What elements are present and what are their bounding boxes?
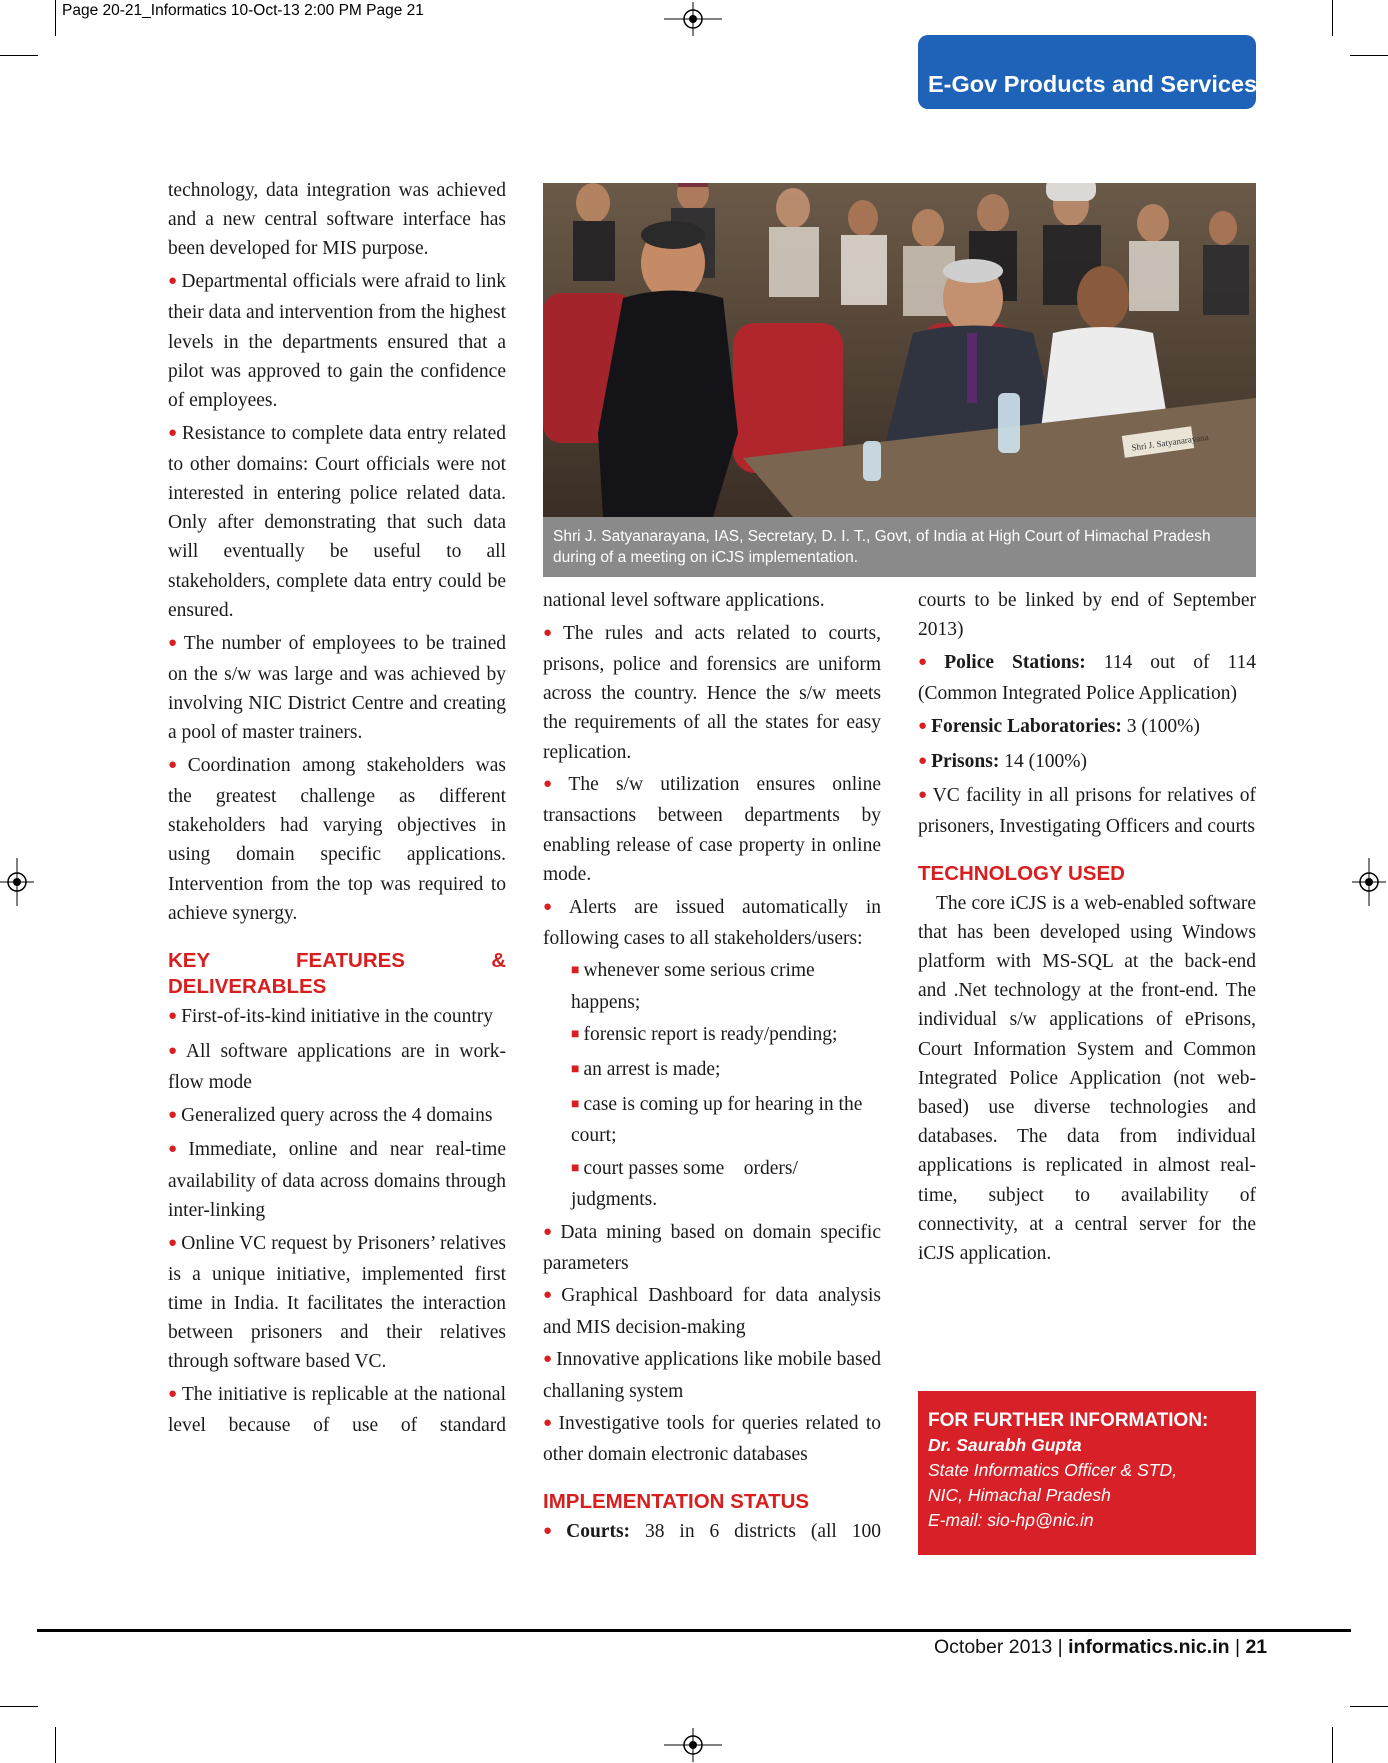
- sub-bullet-item: ■ case is coming up for hearing in the court;: [571, 1093, 863, 1146]
- paragraph: courts to be linked by end of September 2013): [918, 590, 1256, 641]
- square-bullet-icon: ■: [571, 1096, 580, 1112]
- bullet-icon: ●: [918, 752, 928, 769]
- paragraph: national level software applications.: [543, 590, 825, 611]
- bullet-icon: ●: [168, 1386, 178, 1403]
- bullet-icon: ●: [168, 1008, 178, 1025]
- bullet-icon: ●: [543, 1223, 557, 1240]
- bullet-item: ● Innovative applications like mobile based challaning system: [543, 1349, 882, 1402]
- paragraph: The core iCJS is a web-enabled software that has been developed using Windows platform with MS-SQL at the back-end and .Net technology at the front-end. The individual s/w applications of ePrisons, Court Information System and Common Integrated Police Application (not web-based) use diverse technologies and databases. The data from individual applications is replicated in almost real-time, subject to availability of connectivity, at a central server for the iCJS application.: [918, 892, 1256, 1265]
- section-banner: E-Gov Products and Services: [918, 35, 1256, 109]
- bullet-item: ● Generalized query across the 4 domains: [168, 1104, 493, 1126]
- bullet-icon: ●: [168, 1234, 178, 1251]
- crop-mark: [55, 0, 56, 36]
- section-heading: KEY FEATURES & DELIVERABLES: [168, 949, 506, 999]
- bullet-item: ● The number of employees to be trained on the s/w was large and was achieved by involving NIC District Centre and creating a pool of master trainers.: [168, 632, 506, 744]
- bullet-item: ● Online VC request by Prisoners’ relatives is a unique initiative, implemented first time in India. It facilitates the interaction between prisoners and their relatives through software based VC.: [168, 1232, 506, 1373]
- bullet-icon: ●: [168, 1141, 185, 1158]
- bullet-icon: ●: [168, 424, 178, 441]
- contact-org: NIC, Himachal Pradesh: [928, 1485, 1111, 1505]
- contact-role: State Informatics Officer & STD,: [928, 1460, 1177, 1480]
- crop-mark: [1332, 0, 1333, 36]
- bullet-item: ● All software applications are in work-flow mode: [168, 1040, 506, 1093]
- bullet-item: ● Courts: 38 in 6 districts (all 100: [543, 1520, 882, 1542]
- sub-bullet-item: ■ whenever some serious crime happens;: [571, 960, 815, 1013]
- crop-mark: [0, 1706, 38, 1707]
- section-heading: TECHNOLOGY USED: [918, 861, 1125, 885]
- page-footer: October 2013 | informatics.nic.in | 21: [934, 1636, 1268, 1658]
- bullet-item: ● First-of-its-kind initiative in the country: [168, 1006, 494, 1028]
- bullet-item: ● Investigative tools for queries related to other domain electronic databases: [543, 1413, 882, 1466]
- bullet-item: ● The initiative is replicable at the national level because of use of standard: [168, 1384, 506, 1437]
- bullet-item: ● Departmental officials were afraid to link their data and intervention from the highest levels in the departments ensured that a pilot was approved to gain the confidence of employees.: [168, 271, 506, 411]
- column-2: [543, 586, 881, 1548]
- caption-line: Shri J. Satyanarayana, IAS, Secretary, D. I. T., Govt, of India at High Court of Himachal Pradesh: [553, 528, 1211, 545]
- square-bullet-icon: ■: [571, 963, 580, 979]
- bullet-item: ● VC facility in all prisons for relatives of prisoners, Investigating Officers and courts: [918, 785, 1257, 838]
- further-info-box: [918, 1391, 1256, 1555]
- sub-bullet-item: ■ an arrest is made;: [571, 1059, 721, 1081]
- sub-bullet-item: ■ court passes some orders/ judgments.: [571, 1157, 803, 1210]
- page-number: 21: [1245, 1636, 1268, 1658]
- registration-mark-icon: [664, 1728, 722, 1762]
- contact-name: Dr. Saurabh Gupta: [928, 1435, 1082, 1455]
- crop-mark: [1350, 1706, 1388, 1707]
- footer-rule: [37, 1629, 1351, 1632]
- bullet-item: ● Immediate, online and near real-time availability of data across domains through inter-linking: [168, 1139, 507, 1221]
- bullet-item: ● Forensic Laboratories: 3 (100%): [918, 715, 1200, 737]
- info-heading: FOR FURTHER INFORMATION:: [928, 1410, 1209, 1431]
- crop-mark: [55, 1727, 56, 1763]
- bullet-icon: ●: [168, 634, 180, 651]
- bullet-icon: ●: [168, 273, 178, 290]
- bullet-icon: ●: [543, 1415, 555, 1432]
- registration-mark-icon: [664, 2, 722, 36]
- caption-line: during of a meeting on iCJS implementation.: [553, 549, 858, 566]
- bullet-icon: ●: [168, 1106, 178, 1123]
- bullet-item: ● The rules and acts related to courts, prisons, police and forensics are uniform across the country. Hence the s/w meets the requirements of all the states for easy replication.: [543, 622, 881, 763]
- section-heading: IMPLEMENTATION STATUS: [543, 1489, 810, 1513]
- registration-mark-icon: [0, 858, 34, 906]
- bullet-icon: ●: [918, 653, 941, 670]
- bullet-item: ● Data mining based on domain specific parameters: [543, 1221, 881, 1274]
- bullet-item: ● The s/w utilization ensures online transactions between departments by enabling release of case property in online mode.: [543, 774, 882, 885]
- bullet-icon: ●: [543, 898, 565, 915]
- column-1: [168, 176, 506, 1440]
- photo-caption: [543, 517, 1256, 577]
- column-3: [918, 586, 1256, 1268]
- footer-month: October 2013: [934, 1636, 1053, 1658]
- bullet-item: ● Prisons: 14 (100%): [918, 750, 1088, 772]
- bullet-icon: ●: [168, 1042, 182, 1059]
- bullet-item: ● Alerts are issued automatically in following cases to all stakeholders/users:: [543, 896, 881, 949]
- bullet-item: ● Graphical Dashboard for data analysis and MIS decision-making: [543, 1285, 882, 1338]
- contact-email[interactable]: E-mail: sio-hp@nic.in: [928, 1510, 1094, 1530]
- meeting-photo: [543, 183, 1256, 517]
- square-bullet-icon: ■: [571, 1027, 580, 1043]
- footer-site-link[interactable]: informatics.nic.in: [1068, 1636, 1230, 1658]
- bullet-icon: ●: [543, 1522, 563, 1539]
- square-bullet-icon: ■: [571, 1062, 580, 1078]
- crop-mark: [1332, 1727, 1333, 1763]
- bullet-icon: ●: [543, 1351, 553, 1368]
- bullet-icon: ●: [918, 717, 928, 734]
- paragraph: technology, data integration was achieved and a new central software interface has been developed for MIS purpose.: [168, 180, 506, 260]
- sub-bullet-item: ■ forensic report is ready/pending;: [571, 1024, 838, 1046]
- bullet-icon: ●: [543, 624, 559, 641]
- square-bullet-icon: ■: [571, 1160, 580, 1176]
- printer-slug: Page 20-21_Informatics 10-Oct-13 2:00 PM Page 21: [62, 2, 424, 19]
- bullet-icon: ●: [543, 776, 565, 793]
- bullet-item: ● Coordination among stakeholders was the greatest challenge as different stakeholders had varying objectives in using domain specific applications. Intervention from the top was required to achieve synergy.: [168, 754, 507, 924]
- crop-mark: [0, 55, 38, 56]
- crop-mark: [1350, 55, 1388, 56]
- nameplate: Shri J. Satyanarayana: [1130, 431, 1210, 453]
- bullet-item: ● Resistance to complete data entry related to other domains: Court officials were not interested in entering police related data. Only after demonstrating that such data will eventually be useful to all stakeholders, complete data entry could be ensured.: [168, 422, 506, 621]
- bullet-item: ● Police Stations: 114 out of 114 (Common Integrated Police Application): [918, 651, 1257, 705]
- bullet-icon: ●: [168, 756, 184, 773]
- registration-mark-icon: [1352, 858, 1386, 906]
- bullet-icon: ●: [918, 787, 929, 804]
- bullet-icon: ●: [543, 1287, 558, 1304]
